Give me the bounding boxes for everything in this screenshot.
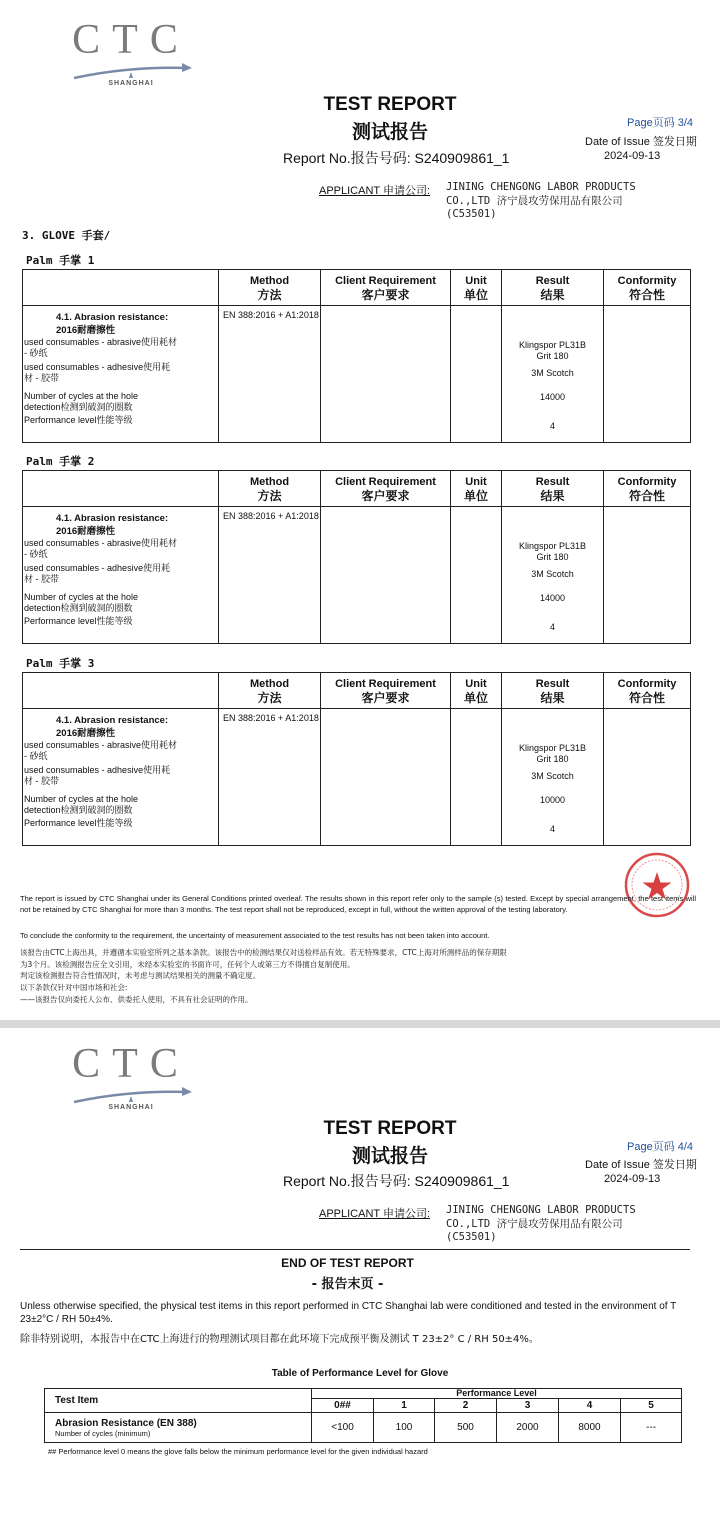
palm-heading: Palm 手掌 3 bbox=[26, 657, 95, 670]
date-of-issue: 2024-09-13 bbox=[604, 150, 661, 162]
page-number: Page页码 3/4 bbox=[627, 117, 694, 129]
conditions-en: Unless otherwise specified, the physical test items in this report performed in CTC Shanghai lab were conditioned and tested in the environment of T 23±2°C / RH 50±4%. bbox=[20, 1301, 677, 1325]
applicant-name: JINING CHENGONG LABOR PRODUCTS CO.,LTD 济宁晨攻劳保用品有限公司 (C53501) bbox=[446, 181, 636, 220]
report-title: TEST REPORT bbox=[323, 1118, 457, 1139]
disclaimer-en-2: To conclude the conformity to the requirement, the uncertainty of measurement associated to the test results has not been taken into account. bbox=[20, 931, 490, 940]
test-method: EN 388:2016 + A1:2018 bbox=[219, 507, 321, 644]
level-header: 3 bbox=[497, 1399, 559, 1413]
level-value: 2000 bbox=[497, 1413, 559, 1443]
level-header: 1 bbox=[374, 1399, 435, 1413]
divider bbox=[20, 1249, 690, 1250]
palm-heading: Palm 手掌 1 bbox=[26, 254, 95, 267]
end-of-report-title-cn: - 报告末页 - bbox=[311, 1277, 384, 1292]
header-description bbox=[23, 673, 219, 709]
section-heading: 3. GLOVE 手套/ bbox=[22, 229, 111, 242]
header-conformity: Conformity 符合性 bbox=[604, 270, 691, 306]
level-value: --- bbox=[621, 1413, 682, 1443]
test-item: Abrasion Resistance (EN 388) Number of cycles (minimum) bbox=[45, 1413, 312, 1443]
performance-table-title: Table of Performance Level for Glove bbox=[271, 1368, 449, 1379]
report-number: Report No.报告号码: S240909861_1 bbox=[283, 1173, 510, 1189]
test-description: 4.1. Abrasion resistance: 2016耐磨擦性 used consumables - abrasive使用耗材 - 砂纸 used consumables - adhesive使用耗 材 - 胶带 Number of cycles at the hole detection检测到破洞的圈数 Performance level性能等级 bbox=[23, 709, 219, 846]
date-label: Date of Issue 签发日期 bbox=[585, 1159, 697, 1171]
test-result: Klingspor PL31B Grit 180 3M Scotch 14000 4 bbox=[502, 507, 604, 644]
table-header-row bbox=[23, 673, 691, 709]
header-client-requirement: Client Requirement 客户要求 bbox=[321, 270, 451, 306]
table-row bbox=[23, 507, 691, 644]
header-method: Method 方法 bbox=[219, 270, 321, 306]
header-result: Result 结果 bbox=[502, 471, 604, 507]
disclaimer-en: The report is issued by CTC Shanghai under its General Conditions printed overleaf. The results shown in this report refer only to the sample (s) tested. Except by special arrangement, the test items will not be retained by CTC Shanghai for more than 3 months. The test report shall not be reproduced, except in full, without the written approval of the testing laboratory. bbox=[20, 894, 696, 914]
level-value: 100 bbox=[374, 1413, 435, 1443]
disclaimer-cn-4: 以下条款仅针对中国市场和社会: bbox=[20, 983, 128, 992]
header-method: Method 方法 bbox=[219, 673, 321, 709]
header-test-item: Test Item bbox=[45, 1389, 312, 1413]
conformity bbox=[604, 306, 691, 443]
applicant-label: APPLICANT 申请公司: bbox=[319, 185, 431, 197]
disclaimer-cn-2: 为3个月。该检测报告应全文引用，未经本实验室的书面许可，任何个人或第三方不得擅自复制使用。 bbox=[20, 960, 355, 969]
unit bbox=[451, 709, 502, 846]
header-client-requirement: Client Requirement 客户要求 bbox=[321, 471, 451, 507]
ctc-logo: CTC SHANGHAI bbox=[70, 1038, 192, 1118]
level-header: 4 bbox=[559, 1399, 621, 1413]
disclaimer-cn-3: 判定该检测报告符合性情况时，未考虑与测试结果相关的测量不确定度。 bbox=[20, 971, 260, 980]
conformity bbox=[604, 507, 691, 644]
header-client-requirement: Client Requirement 客户要求 bbox=[321, 673, 451, 709]
result-table bbox=[22, 672, 691, 846]
level-header: 5 bbox=[621, 1399, 682, 1413]
report-title-cn: 测试报告 bbox=[351, 121, 428, 143]
unit bbox=[451, 507, 502, 644]
test-description: 4.1. Abrasion resistance: 2016耐磨擦性 used consumables - abrasive使用耗材 - 砂纸 used consumables - adhesive使用耗 材 - 胶带 Number of cycles at the hole detection检测到破洞的圈数 Performance level性能等级 bbox=[23, 306, 219, 443]
header-result: Result 结果 bbox=[502, 270, 604, 306]
header-performance-level: Performance Level bbox=[312, 1389, 682, 1399]
performance-level-table bbox=[44, 1388, 682, 1443]
page-number: Page页码 4/4 bbox=[627, 1141, 694, 1153]
level-header: 2 bbox=[435, 1399, 497, 1413]
table-header-row bbox=[45, 1389, 682, 1399]
header-description bbox=[23, 270, 219, 306]
report-title: TEST REPORT bbox=[323, 94, 457, 115]
end-of-report-title: END OF TEST REPORT bbox=[281, 1256, 414, 1270]
conformity bbox=[604, 709, 691, 846]
result-table bbox=[22, 269, 691, 443]
header-conformity: Conformity 符合性 bbox=[604, 471, 691, 507]
report-number: Report No.报告号码: S240909861_1 bbox=[283, 150, 510, 166]
date-of-issue: 2024-09-13 bbox=[604, 1173, 661, 1185]
report-page-4 bbox=[0, 1028, 720, 1519]
test-method: EN 388:2016 + A1:2018 bbox=[219, 306, 321, 443]
disclaimer-cn-5: ——该报告仅向委托人公布、供委托人使用，不具有社会证明的作用。 bbox=[20, 995, 253, 1004]
level-value: <100 bbox=[312, 1413, 374, 1443]
unit bbox=[451, 306, 502, 443]
table-row bbox=[23, 709, 691, 846]
client-requirement bbox=[321, 306, 451, 443]
applicant-label: APPLICANT 申请公司: bbox=[319, 1208, 431, 1220]
client-requirement bbox=[321, 507, 451, 644]
conditions-cn: 除非特别说明，本报告中在CTC上海进行的物理测试项目都在此环境下完成预平衡及测试 T 23±2° C / RH 50±4%。 bbox=[20, 1334, 539, 1345]
header-unit: Unit 单位 bbox=[451, 270, 502, 306]
test-description: 4.1. Abrasion resistance: 2016耐磨擦性 used consumables - abrasive使用耗材 - 砂纸 used consumables - adhesive使用耗 材 - 胶带 Number of cycles at the hole detection检测到破洞的圈数 Performance level性能等级 bbox=[23, 507, 219, 644]
level-value: 8000 bbox=[559, 1413, 621, 1443]
header-result: Result 结果 bbox=[502, 673, 604, 709]
palm-heading: Palm 手掌 2 bbox=[26, 455, 95, 468]
header-unit: Unit 单位 bbox=[451, 471, 502, 507]
header-method: Method 方法 bbox=[219, 471, 321, 507]
header-description bbox=[23, 471, 219, 507]
table-footnote: ## Performance level 0 means the glove falls below the minimum performance level for the given individual hazard bbox=[48, 1447, 428, 1456]
test-result: Klingspor PL31B Grit 180 3M Scotch 14000 4 bbox=[502, 306, 604, 443]
table-header-row bbox=[23, 471, 691, 507]
applicant-name: JINING CHENGONG LABOR PRODUCTS CO.,LTD 济宁晨攻劳保用品有限公司 (C53501) bbox=[446, 1204, 636, 1243]
test-result: Klingspor PL31B Grit 180 3M Scotch 10000 4 bbox=[502, 709, 604, 846]
header-unit: Unit 单位 bbox=[451, 673, 502, 709]
disclaimer-cn-1: 该报告由CTC上海出具，并遵循本实验室所列之基本条款。该报告中的检测结果仅对送检样品有效。若无特殊要求，CTC上海对所测样品的保存期限 bbox=[20, 948, 507, 957]
level-value: 500 bbox=[435, 1413, 497, 1443]
date-label: Date of Issue 签发日期 bbox=[585, 136, 697, 148]
table-header-row bbox=[23, 270, 691, 306]
ctc-logo: CTC SHANGHAI bbox=[70, 14, 192, 94]
client-requirement bbox=[321, 709, 451, 846]
test-method: EN 388:2016 + A1:2018 bbox=[219, 709, 321, 846]
table-row bbox=[45, 1413, 682, 1443]
table-row bbox=[23, 306, 691, 443]
header-conformity: Conformity 符合性 bbox=[604, 673, 691, 709]
result-table bbox=[22, 470, 691, 644]
level-header: 0## bbox=[312, 1399, 374, 1413]
report-title-cn: 测试报告 bbox=[351, 1145, 428, 1167]
page-separator bbox=[0, 1020, 720, 1028]
